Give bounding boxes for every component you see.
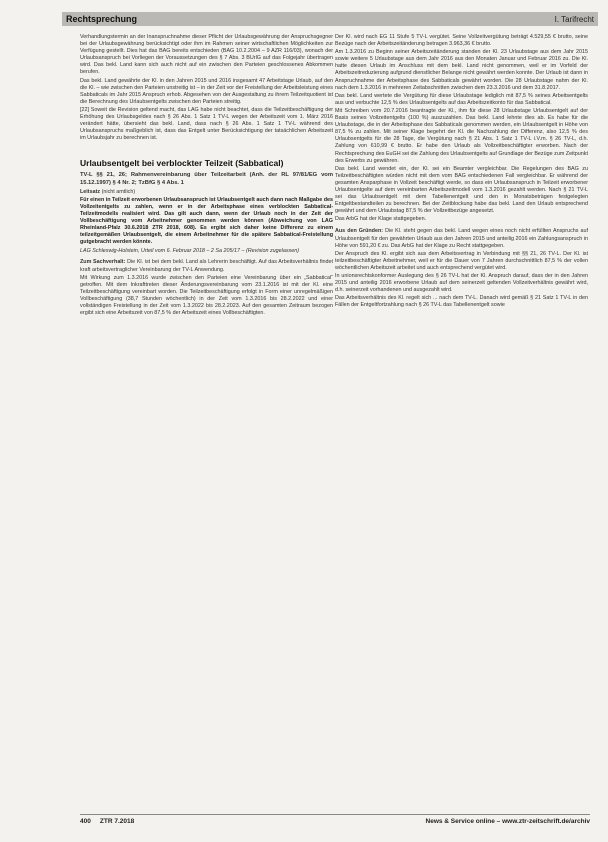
leitsatz-label: Leitsatz	[80, 188, 101, 195]
paragraph: Das bekl. Land wertete die Vergütung für diese Urlaubstage lediglich mit 87,5 % seines Arbeitsentgelts aus und verbuchte 12,5 % des Urlaubsentgelts auf das Arbeitszeitkonto für das Sabbatical.	[335, 92, 588, 106]
sachverhalt-label: Zum Sachverhalt:	[80, 259, 126, 266]
paragraph: Verhandlungstermin an der Inanspruchnahme dieser Pflicht der Urlaubsgewährung der Anspruchsgegner bei der Urlaubsgewährung berücksichtigt oder ihm im Rahmen seiner wirtschaftlichen Möglichkeiten zur Verfügung gestellt. Dies hat das BAG bereits entschieden (BAG 10.2.2004 – 9 AZR 116/03), wonach der Urlaubsanspruch bei Vorliegen der Voraussetzungen des § 7 Abs. 3 BUrlG auf das Folgejahr übertragen wird. Das bekl. Land kann sich auch nicht auf ein zwischen den Parteien geschlossenes Abkommen berufen.	[80, 34, 333, 76]
right-column	[335, 34, 588, 310]
paragraph: Der Anspruch des Kl. ergibt sich aus dem Arbeitsvertrag in Verbindung mit §§ 21, 26 TV-L. Der Kl. ist teilzeitbeschäftigter Arbeitnehmer, weil er für die Dauer von 7 Jahren durchschnittlich 87,5 % der vollen wöchentlichen Arbeitszeit arbeitet und auch entsprechend vergütet wird.	[335, 250, 588, 271]
paragraph: Das bekl. Land gewährte der Kl. in den Jahren 2015 und 2016 insgesamt 47 Arbeitstage Urlaub, auf den die Kl. – wie zwischen den Parteien unstreitig ist – in der Zeit vor der Freistellung der Arbeitsleistung eines Sabbaticals im Jahr 2015 Anspruch erhob. Abgesehen von der Ausgestaltung zu ihrem Teilzeitquotient ist die Berechnung des Urlaubsentgelts zwischen den Parteien streitig.	[80, 77, 333, 105]
gruende-label: Aus den Gründen:	[335, 228, 384, 235]
footer-left	[80, 818, 134, 825]
gruende-paragraph	[335, 228, 588, 249]
article-heading: Urlaubsentgelt bei verblockter Teilzeit (Sabbatical)	[80, 158, 284, 169]
paragraph: [22] Soweit die Revision geltend macht, das LAG habe nicht beachtet, dass die Teilzeitbeschäftigung der Erhöhung des Urlaubsgeldes nach § 26 Abs. 1 Satz 1 TV-L wegen der Arbeitszeit vom 1. März 2016 verändert hätte, übersieht das bekl. Land, dass nach § 26 Abs. 1 Satz 1 TV-L während des Urlaubsanspruchs maßgeblich ist, dass das Entgelt unter Berücksichtigung der tatsächlichen Arbeitszeit im Urlaubsjahr zu berechnen ist.	[80, 106, 333, 142]
leitsatz-text: Für einen in Teilzeit erworbenen Urlaubsanspruch ist Urlaubsentgelt auch dann nach Maßgabe des Vollzeitentgelts zu zahlen, wenn er in der Arbeitsphase eines verblockten Sabbatical-Teilzeitmodells realisiert wird. Das gilt auch dann, wenn der Urlaub noch in der Zeit der Vollbeschäftigung vom Arbeitnehmer genommen werden können (Abweichung von LAG Rheinland-Pfalz 30.6.2018 ZTR 2018, 608). Es ergibt sich daher keine Differenz zu einem teilzeitgemäßen Urlaubsentgelt, die einem Arbeitnehmer für die spätere Sabbatical-Freistellung gutgebracht werden könnte.	[80, 196, 334, 246]
paragraph: Das bekl. Land wendet ein, der Kl. sei ein Beamter vergleichbar. Die Regelungen des BAG zu Teilzeitbeschäftigten würden nicht mit dem vom BAG entschiedenen Fall vergleichbar. Er während der gesamten Ansparphase in Vollzeit beschäftigt werde, so dass ein Urlaubsanspruch in Teilzeit erworbener Urlaubsentgelte auf dem vereinbarten Arbeitszeitmodell vom 1.3.2016 gezahlt werden. Nach § 21 TV-L sei das Urlaubsentgelt mit dem Tabellenentgelt und den in Monatsbeträgen festgelegten Entgeltbestandteilen zu berechnen. Bei der Zeitblockung habe das bekl. Land den Urlaub entsprechend gewährt und dem Urlaubstag 87,5 % der Vollzeitbezüge angesetzt.	[335, 165, 588, 215]
footer-link[interactable]: News & Service online – www.ztr-zeitschrift.de/archiv	[425, 818, 590, 825]
sachverhalt-paragraph	[80, 259, 333, 273]
paragraph: Der Kl. wird nach EG 11 Stufe 5 TV-L vergütet. Seine Vollzeitvergütung beträgt 4.529,55 € brutto, seine Bezüge nach der Arbeitszeitänderung betragen 3.963,36 € brutto.	[335, 34, 588, 48]
paragraph: Das Arbeitsverhältnis des Kl. regelt sich ... nach dem TV-L. Danach wird gemäß § 21 Satz 1 TV-L in den Fällen der Entgeltfortzahlung nach § 26 TV-L das Tabellenentgelt sowie	[335, 295, 588, 309]
page-number: 400	[80, 818, 91, 825]
norms-line: TV-L §§ 21, 26; Rahmenvereinbarung über Teilzeitarbeit (Anh. der RL 97/81/EG vom 15.12.1997) § 4 Nr. 2; TzBfG § 4 Abs. 1	[80, 172, 333, 186]
gruende-text: Die Kl. steht gegen das bekl. Land wegen eines noch nicht erfüllten Anspruchs auf Urlaubsentgelt für den gewährten Urlaub aus den Jahren 2015 und anteilig 2016 ein Zahlungsanspruch in Höhe von 591,20 € zu. Das ArbG hat der Klage zu Recht stattgegeben.	[335, 228, 588, 249]
section-title: Rechtsprechung	[66, 14, 138, 24]
leitsatz-note: (nicht amtlich)	[101, 188, 136, 195]
paragraph: Mit Wirkung zum 1.3.2016 wurde zwischen den Parteien eine Vereinbarung über ein „Sabbatical“ getroffen. Mit dem Inkrafttreten dieser Änderungsvereinbarung vom 23.1.2016 ist mit der Kl. eine Teilzeitbeschäftigung vereinbart worden. Die Teilzeitbeschäftigung erfolgt in Form einer unregelmäßigen Vollbeschäftigung (38,7 Stunden wöchentlich) in der Zeit vom 1.3.2016 bis 28.2.2022 und einer vollständigen Freistellung in der Zeit vom 1.3.2022 bis 28.2.2023. Auf den gesamten Zeitraum bezogen ergibt sich eine Arbeitszeit von 87,5 % der Arbeitszeit eines Vollbeschäftigten.	[80, 274, 333, 317]
paragraph: Mit Schreiben vom 20.7.2016 beantragte der Kl., ihm für diese 28 Urlaubstage Urlaubsentgelt auf der Basis seines Vollzeitentgelts (100 %) auszuzahlen. Das bekl. Land lehnte dies ab. Es habe für die Urlaubstage, die in der Arbeitsphase des Sabbaticals genommen werden, ein Urlaubsentgelt in Höhe von 87,5 % zu zahlen. Mit seiner Klage begehrt der Kl. die Nachzahlung der Differenz, also 12,5 % des Urlaubsentgelts für die 28 Tage, die Vergütung nach § 21 Abs. 1 Satz 1 TV-L i.V.m. § 26 TV-L, d.h. Zahlung von 610,99 € brutto. Er habe den Urlaub als Vollzeitbeschäftigter erworben. Nach der Rechtsprechung des EuGH sei die Zahlung des Urlaubsentgelts auf Grundlage der Bezüge zum Zeitpunkt des Erwerbs zu gewähren.	[335, 107, 588, 164]
page-header	[62, 12, 598, 26]
category-title: I. Tarifrecht	[554, 14, 594, 24]
paragraph: In unionsrechtskonformer Auslegung des § 26 TV-L hat der Kl. Anspruch darauf, dass der in den Jahren 2015 und anteilig 2016 erworbene Urlaub auf dem seinerzeit geltenden Vollzeitverhältnis gewährt wird, d.h. seinerzeit vorhandenen und ausgezahlt wird.	[335, 273, 588, 294]
paragraph: Das ArbG hat der Klage stattgegeben.	[335, 216, 427, 223]
page-footer	[80, 814, 590, 825]
journal-issue: ZTR 7.2018	[99, 818, 135, 825]
sachverhalt-text: Die Kl. ist bei dem bekl. Land als Lehrerin beschäftigt. Auf das Arbeitsverhältnis findet kraft arbeitsvertraglicher Vereinbarung der TV-L Anwendung.	[80, 259, 334, 273]
paragraph: Am 1.3.2016 zu Beginn seiner Arbeitszeitänderung standen der Kl. 23 Urlaubstage aus dem Jahr 2015 sowie weitere 5 Urlaubstage aus dem Jahr 2016 aus den Monaten Januar und Februar 2016 zu. Die Kl. hatte diesen Urlaub im Anschluss mit dem bekl. Land nicht genommen, weil er im Vorfeld der Arbeitszeitreduzierung aufgrund dienstlicher Belange nicht gewährt werden konnte. Der Urlaub ist dann in Anspruchnahme der Arbeitsphase des Sabbaticals gewährt worden. Die 28 Urlaubstage nahm der Kl. nach dem 1.3.2016 in mehreren Zeitabschnitten zwischen dem 23.3.2016 und dem 31.8.2017.	[335, 49, 588, 91]
leitsatz-title	[80, 189, 333, 196]
citation: LAG Schleswig-Holstein, Urteil vom 6. Februar 2018 – 2 Sa 205/17 – (Revision zugelassen)	[80, 248, 300, 255]
left-column	[80, 34, 333, 318]
